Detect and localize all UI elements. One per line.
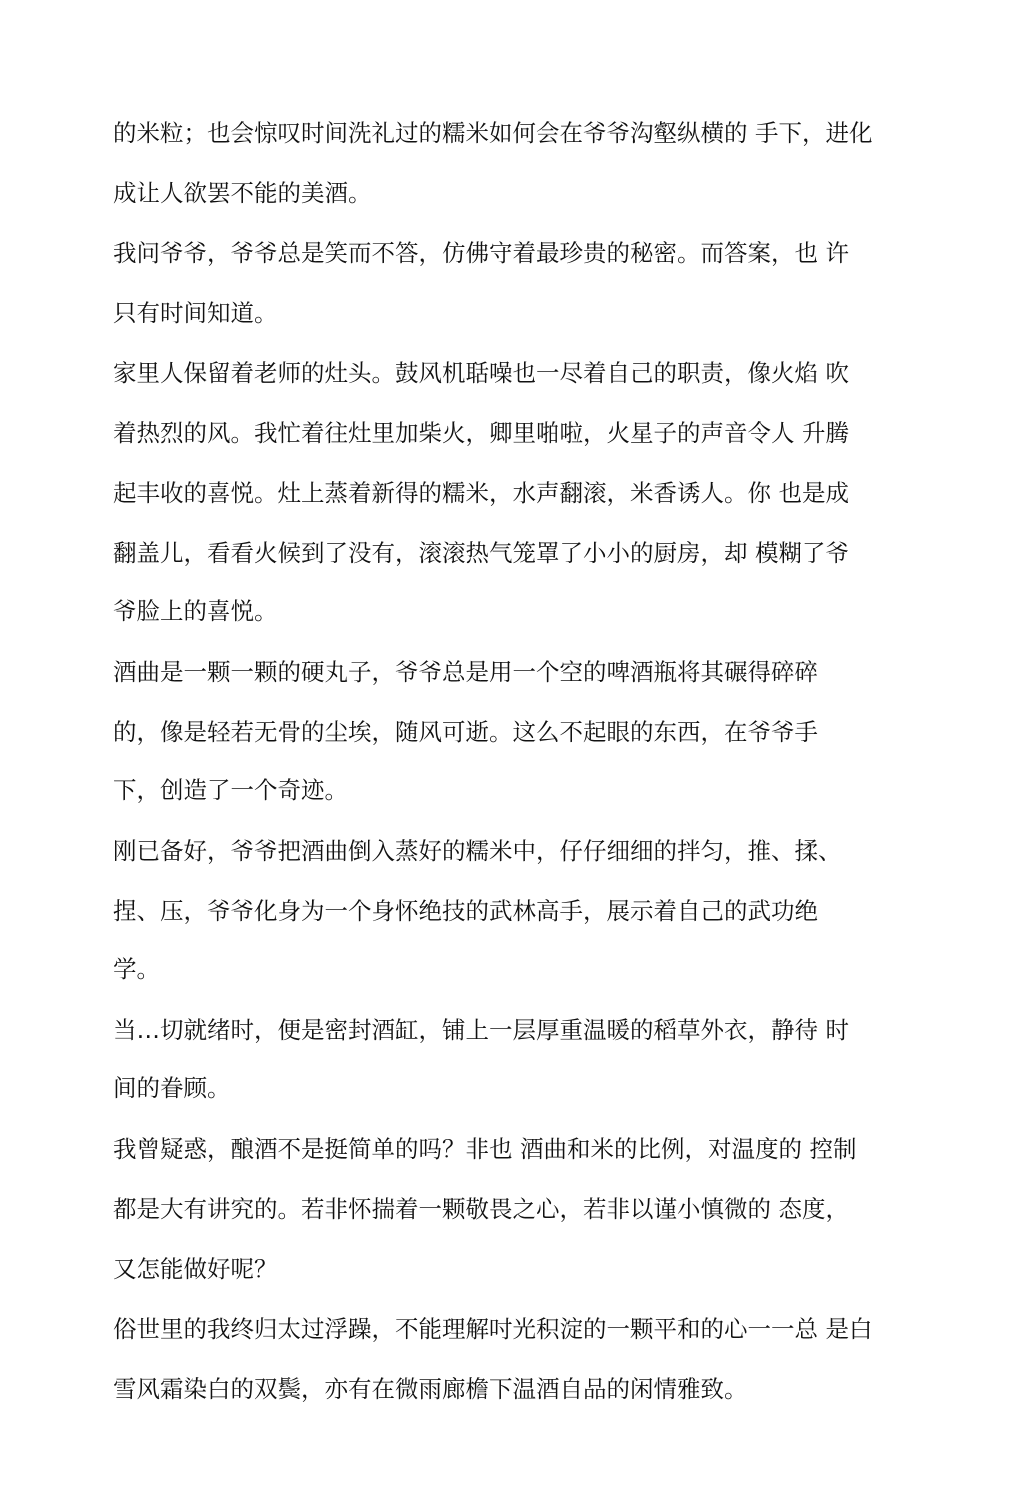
text-line: 刚已备好，爷爷把酒曲倒入蒸好的糯米中，仔仔细细的拌匀，推、揉、 xyxy=(113,837,842,865)
text-line: 起丰收的喜悦。灶上蒸着新得的糯米，水声翻滚，米香诱人。你 也是成 xyxy=(113,479,849,507)
text-line: 捏、压，爷爷化身为一个身怀绝技的武林高手，展示着自己的武功绝 xyxy=(113,897,818,925)
text-line: 当…切就绪时，便是密封酒缸，铺上一层厚重温暖的稻草外衣，静待 时 xyxy=(113,1016,849,1044)
text-line: 的，像是轻若无骨的尘埃，随风可逝。这么不起眼的东西，在爷爷手 xyxy=(113,718,818,746)
text-line: 都是大有讲究的。若非怀揣着一颗敬畏之心，若非以谨小慎微的 态度， xyxy=(113,1195,849,1223)
text-line: 翻盖儿，看看火候到了没有，滚滚热气笼罩了小小的厨房，却 模糊了爷 xyxy=(113,539,849,567)
text-line: 成让人欲罢不能的美酒。 xyxy=(113,179,372,207)
text-line: 间的眷顾。 xyxy=(113,1074,231,1102)
text-line: 我曾疑惑，酿酒不是挺简单的吗？非也 酒曲和米的比例，对温度的 控制 xyxy=(113,1135,857,1163)
text-line: 我问爷爷，爷爷总是笑而不答，仿佛守着最珍贵的秘密。而答案，也 许 xyxy=(113,239,849,267)
text-line: 酒曲是一颗一颗的硬丸子，爷爷总是用一个空的啤酒瓶将其碾得碎碎 xyxy=(113,658,818,686)
text-line: 学。 xyxy=(113,955,160,983)
text-line: 下，创造了一个奇迹。 xyxy=(113,776,348,804)
text-line: 俗世里的我终归太过浮躁，不能理解吋光积淀的一颗平和的心一一总 是白 xyxy=(113,1315,873,1343)
text-line: 家里人保留着老师的灶头。鼓风机聒噪也一尽着自己的职责，像火焰 吹 xyxy=(113,359,849,387)
text-line: 着热烈的风。我忙着往灶里加柴火，卿里啪啦，火星子的声音令人 升腾 xyxy=(113,419,849,447)
text-line: 雪风霜染白的双鬓，亦有在微雨廊檐下温酒自品的闲情雅致。 xyxy=(113,1375,748,1403)
text-line: 又怎能做好呢？ xyxy=(113,1255,278,1283)
text-line: 只有时间知道。 xyxy=(113,299,278,327)
text-line: 的米粒；也会惊叹时间洗礼过的糯米如何会在爷爷沟壑纵横的 手下，进化 xyxy=(113,119,873,147)
text-line: 爷脸上的喜悦。 xyxy=(113,597,278,625)
